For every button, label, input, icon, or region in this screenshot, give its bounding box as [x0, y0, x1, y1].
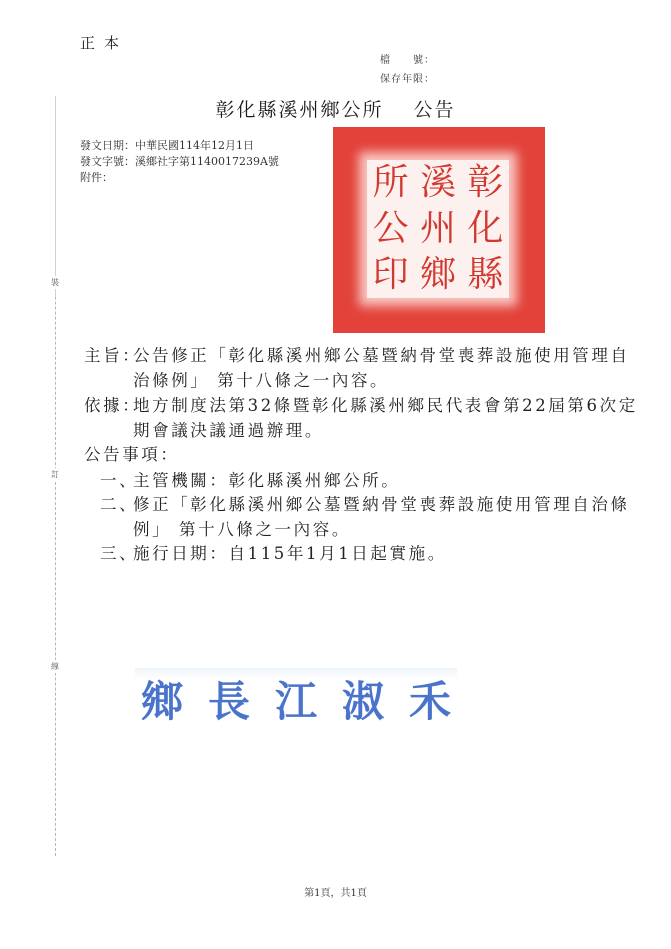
binding-label-xian: 線	[51, 662, 59, 671]
seal-character-grid	[367, 160, 509, 298]
signature-character: 禾	[408, 677, 451, 726]
copy-type-label: 正本	[80, 34, 129, 52]
subject-label: 主旨：	[84, 346, 142, 365]
seal-character: 化	[467, 208, 504, 249]
document-type: 公告	[413, 99, 456, 121]
doc-number-value: 溪鄉社字第1140017239A號	[135, 155, 279, 168]
seal-character: 溪	[419, 162, 456, 203]
item-2-marker: 二、	[100, 495, 139, 514]
issue-date-value: 中華民國114年12月1日	[135, 139, 254, 152]
signature-character: 淑	[341, 677, 384, 726]
item-3-text: 施行日期：自115年1月1日起實施。	[133, 544, 447, 563]
seal-character: 印	[372, 254, 409, 295]
binding-label-ding: 訂	[51, 470, 59, 479]
seal-character: 彰	[467, 162, 504, 203]
doc-number-row	[80, 154, 279, 170]
header-info	[80, 138, 279, 186]
attachment-label: 附件：	[80, 171, 113, 184]
seal-character: 縣	[467, 254, 504, 295]
page-indicator: 第1頁，共1頁	[304, 888, 367, 899]
seal-character: 公	[372, 208, 409, 249]
basis-line-2: 期會議決議通過辦理。	[133, 421, 324, 440]
mayor-signature-stamp	[135, 668, 457, 730]
basis-label: 依據：	[84, 396, 142, 415]
binding-label-zhuang: 裝	[51, 278, 59, 287]
agency-name: 彰化縣溪州鄉公所	[215, 99, 384, 121]
item-1-marker: 一、	[100, 471, 139, 490]
item-2-text-line-1: 修正「彰化縣溪州鄉公墓暨納骨堂喪葬設施使用管理自治條	[133, 495, 630, 514]
doc-number-label: 發文字號：	[80, 155, 135, 168]
seal-character: 鄉	[419, 254, 456, 295]
document-title	[0, 95, 671, 122]
issue-date-row	[80, 138, 279, 154]
signature-character: 長	[207, 677, 250, 726]
signature-character: 鄉	[141, 677, 184, 726]
binding-solid-line	[55, 96, 56, 296]
seal-character: 所	[372, 162, 409, 203]
item-2-text-line-2: 例」 第十八條之一內容。	[133, 520, 351, 539]
attachment-row	[80, 170, 279, 186]
file-number-label: 檔 號：	[380, 55, 435, 66]
announcement-items-label: 公告事項：	[84, 445, 180, 464]
subject-line-1: 公告修正「彰化縣溪州鄉公墓暨納骨堂喪葬設施使用管理自	[133, 346, 630, 365]
official-seal-stamp	[333, 127, 545, 333]
item-3-marker: 三、	[100, 544, 139, 563]
seal-character: 州	[419, 208, 456, 249]
subject-line-2: 治條例」 第十八條之一內容。	[133, 371, 390, 390]
signature-character: 江	[274, 677, 317, 726]
item-1-text: 主管機關：彰化縣溪州鄉公所。	[133, 471, 401, 490]
issue-date-label: 發文日期：	[80, 139, 135, 152]
basis-line-1: 地方制度法第32條暨彰化縣溪州鄉民代表會第22屆第6次定	[133, 396, 638, 415]
retention-period-label: 保存年限：	[380, 74, 435, 85]
